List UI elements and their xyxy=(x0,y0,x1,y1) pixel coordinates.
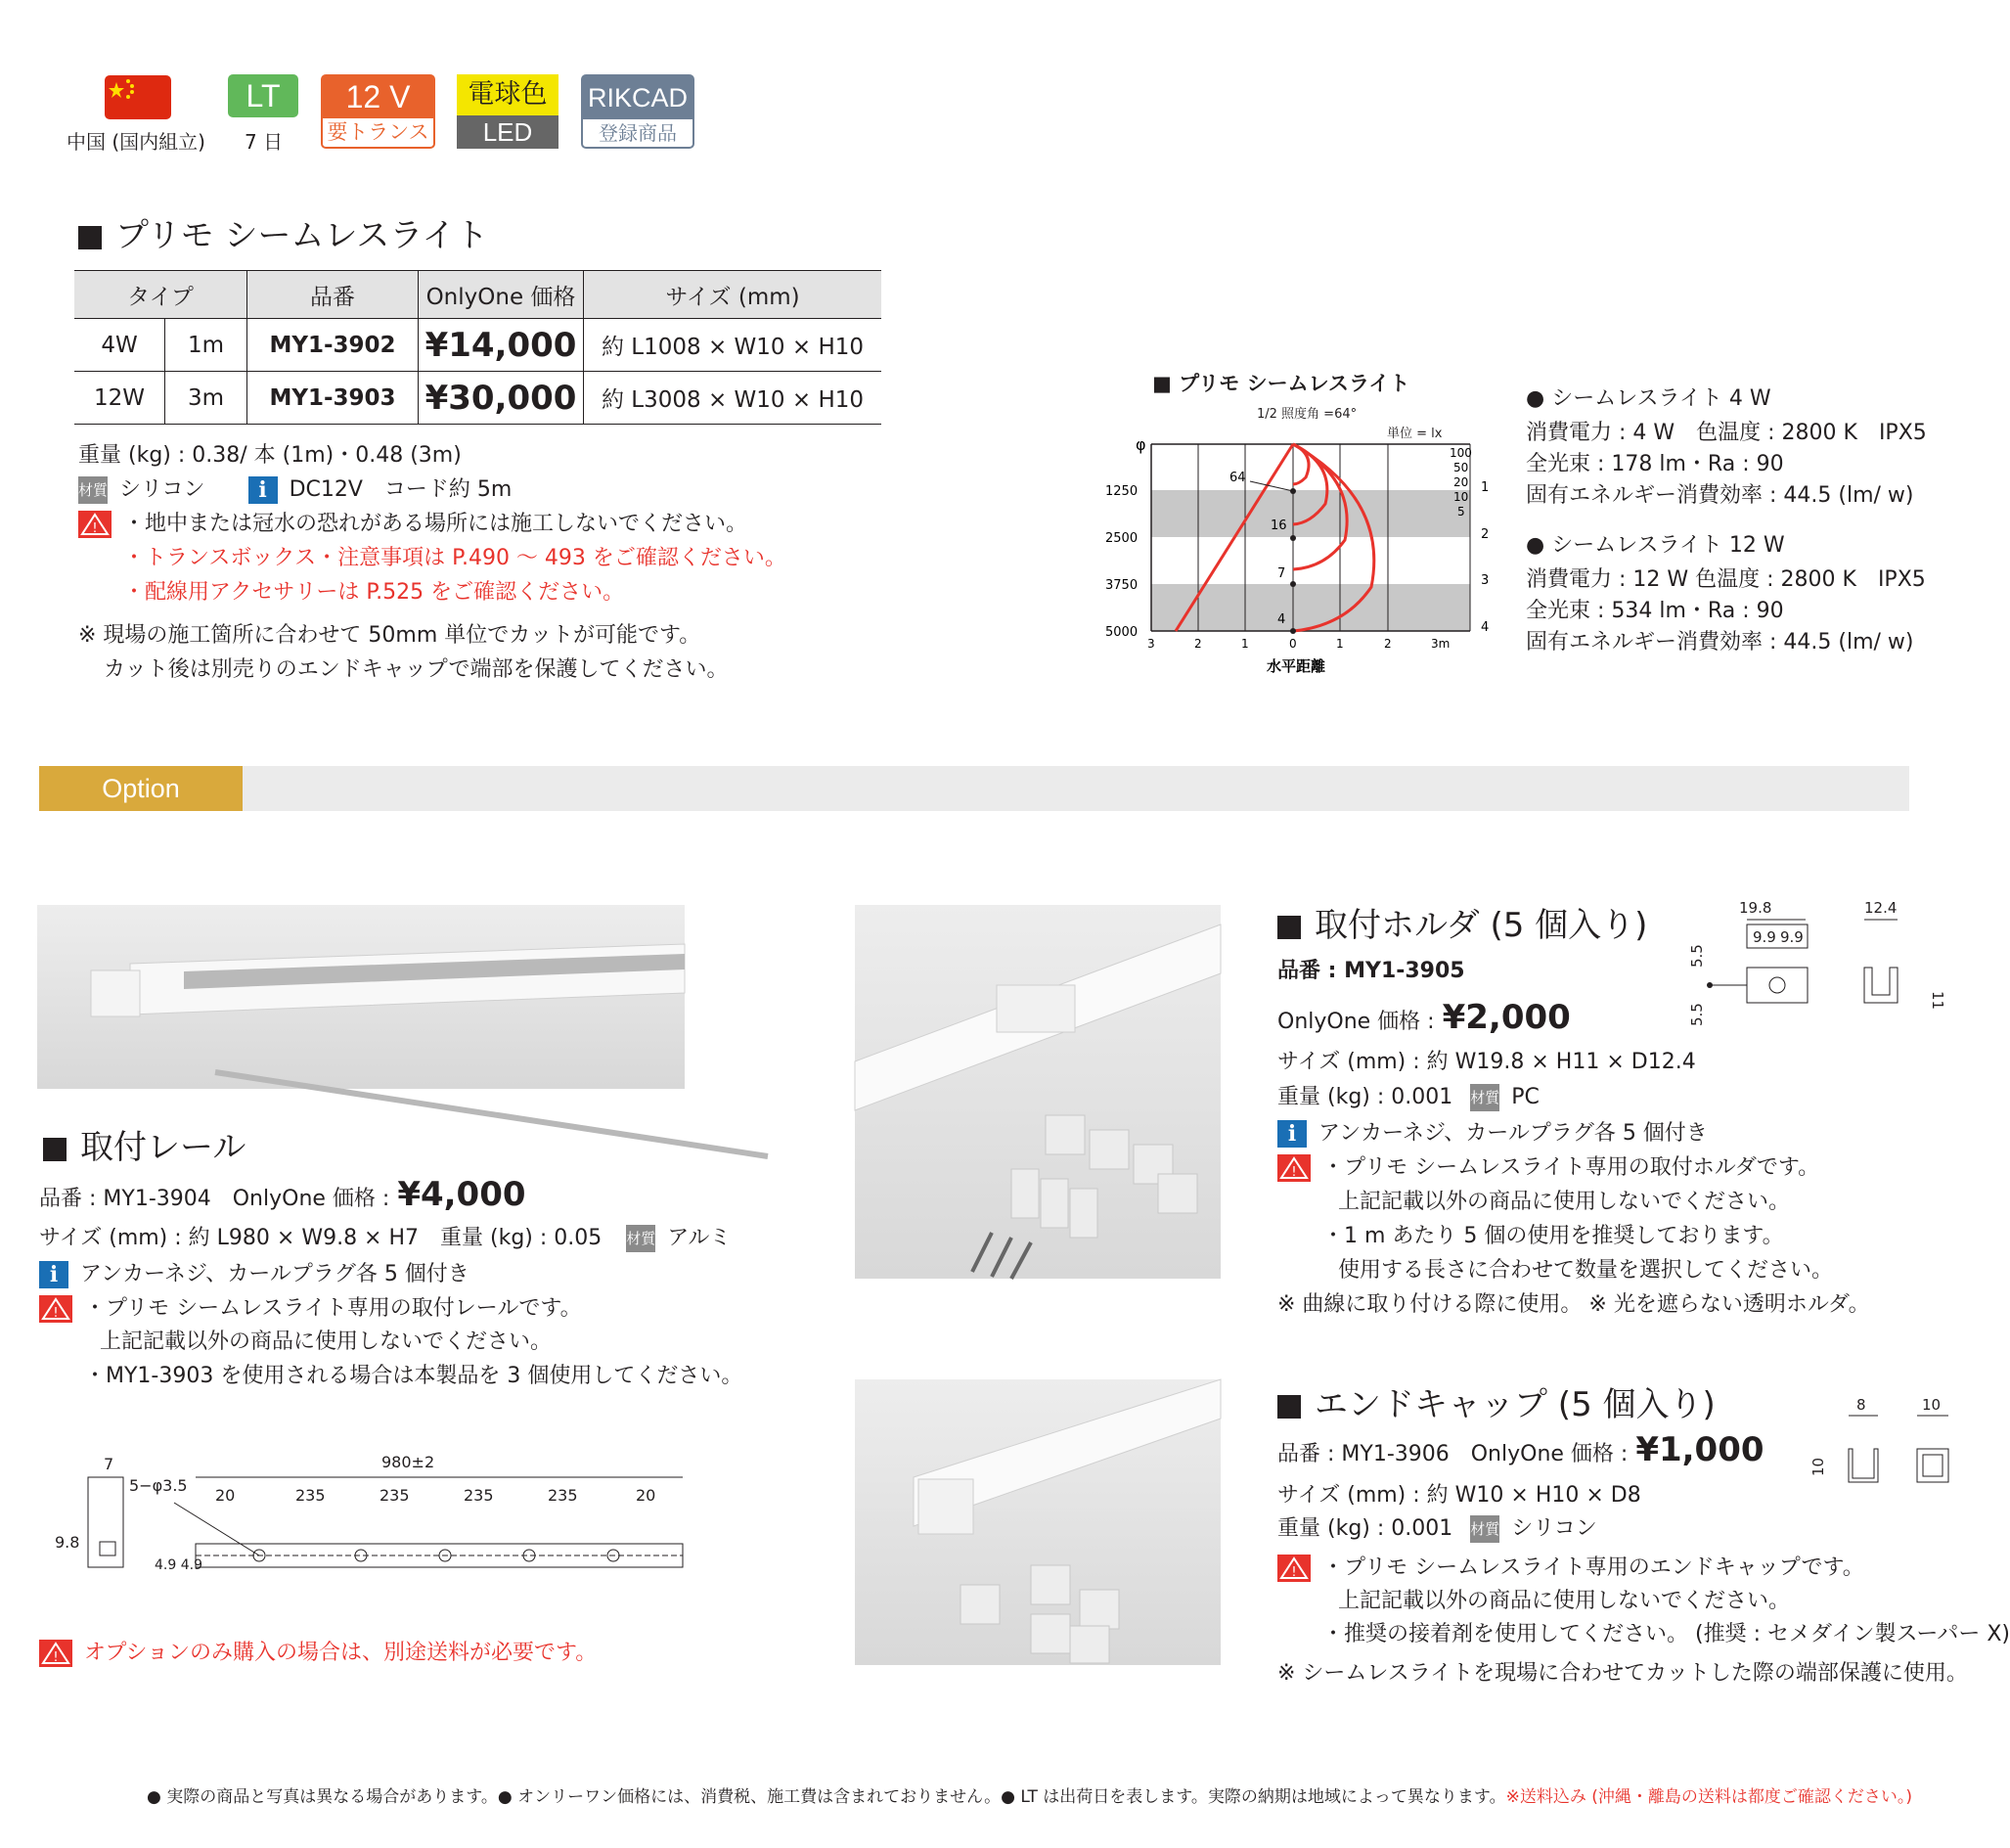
rail-dim-seg: 20 xyxy=(636,1486,656,1505)
rail-dim-total: 980±2 xyxy=(381,1453,435,1471)
holder-note: ※ 曲線に取り付ける際に使用。 ※ 光を遮らない透明ホルダ。 xyxy=(1277,1292,1870,1317)
chart-left-label: 2500 xyxy=(1105,531,1139,546)
col-type: タイプ xyxy=(74,271,247,319)
square-bullet-icon xyxy=(1277,1395,1301,1419)
holder-info: i アンカーネジ、カールプラグ各 5 個付き xyxy=(1277,1116,1708,1148)
chart-x-tick: 3m xyxy=(1431,637,1451,651)
rail-warning-1: ! ・プリモ シームレスライト専用の取付レールです。 xyxy=(39,1291,582,1323)
rail-warning-3: ・MY1-3903 を使用される場合は本製品を 3 個使用してください。 xyxy=(84,1364,743,1388)
endcap-warning-3: ・推奨の接着剤を使用してください。 (推奨 : セメダイン製スーパー X) xyxy=(1322,1622,2010,1646)
warning-icon xyxy=(39,1295,72,1323)
led-badge xyxy=(457,74,558,149)
holder-price-line: OnlyOne 価格 : ¥2,000 xyxy=(1277,998,1571,1037)
rail-dim-holes: 5−φ3.5 xyxy=(129,1476,188,1495)
endcap-size: サイズ (mm) : 約 W10 × H10 × D8 xyxy=(1277,1483,1641,1508)
table-row: 12W 3m MY1-3903 ¥30,000 約 L3008 × W10 × H10 xyxy=(74,372,881,425)
rail-dim-seg: 235 xyxy=(464,1486,494,1505)
rail-info: i アンカーネジ、カールプラグ各 5 個付き xyxy=(39,1257,469,1288)
holder-code: 品番 : MY1-3905 xyxy=(1277,959,1465,983)
chart-right-label: 3 xyxy=(1481,573,1490,588)
holder-dim-v: 5.5 xyxy=(1688,944,1706,968)
holder-warning-2: 上記記載以外の商品に使用しないでください。 xyxy=(1338,1190,1791,1214)
svg-text:!: ! xyxy=(53,1306,59,1321)
option-divider xyxy=(39,766,1909,811)
chart-subtitle: 1/2 照度角 =64° xyxy=(1257,407,1358,422)
rail-dim-seg: 20 xyxy=(215,1486,236,1505)
rail-dim-seg: 235 xyxy=(548,1486,578,1505)
chart-left-label: 3750 xyxy=(1105,578,1139,593)
endcap-weight-line: 重量 (kg) : 0.001 材質 シリコン xyxy=(1277,1516,1597,1541)
chart-center-value: 7 xyxy=(1277,566,1286,581)
product-warning-2: ・トランスボックス・注意事項は P.490 〜 493 をご確認ください。 xyxy=(123,546,786,570)
rail-warning-2: 上記記載以外の商品に使用しないでください。 xyxy=(100,1330,553,1354)
chart-right-label: 1 xyxy=(1481,480,1490,495)
chart-lux-label: 100 xyxy=(1450,446,1472,460)
col-price: OnlyOne 価格 xyxy=(419,271,584,319)
rail-dim-seg: 235 xyxy=(295,1486,326,1505)
holder-dim-h: 11 xyxy=(1929,991,1946,1011)
color-label: 電球色 xyxy=(457,74,558,115)
holder-price: ¥2,000 xyxy=(1442,998,1571,1037)
table-row: 4W 1m MY1-3902 ¥14,000 約 L1008 × W10 × H10 xyxy=(74,319,881,372)
col-size: サイズ (mm) xyxy=(584,271,882,319)
chart-x-tick: 2 xyxy=(1194,637,1202,651)
chart-left-label: 5000 xyxy=(1105,625,1139,640)
material-icon: 材質 xyxy=(626,1225,655,1252)
light-distribution-chart xyxy=(1105,430,1490,675)
warning-icon xyxy=(1277,1555,1311,1582)
chart-x-tick: 1 xyxy=(1336,637,1344,651)
chart-right-label: 4 xyxy=(1481,620,1490,635)
chart-x-tick: 1 xyxy=(1241,637,1249,651)
rail-price: ¥4,000 xyxy=(397,1175,526,1214)
material-icon: 材質 xyxy=(1470,1515,1499,1543)
holder-dim-v: 5.5 xyxy=(1688,1003,1706,1026)
spec-4w-line2: 全光束 : 178 lm・Ra : 90 xyxy=(1526,452,1784,476)
spec-12w-line2: 全光束 : 534 lm・Ra : 90 xyxy=(1526,599,1784,623)
endcap-title: エンドキャップ (5 個入り) xyxy=(1277,1377,1716,1425)
svg-text:!: ! xyxy=(1291,1165,1297,1180)
lt-days: 7 日 xyxy=(245,130,284,154)
spec-4w-line1: 消費電力 : 4 W 色温度 : 2800 K IPX5 xyxy=(1526,421,1927,445)
spec-4w-line3: 固有エネルギー消費効率 : 44.5 (lm/ w) xyxy=(1526,483,1914,508)
svg-text:!: ! xyxy=(53,1650,59,1665)
chart-phi-label: φ xyxy=(1136,435,1146,454)
holder-dim-half: 9.9 xyxy=(1780,928,1804,946)
warning-icon xyxy=(78,511,112,538)
footer-note: ● 実際の商品と写真は異なる場合があります。● オンリーワン価格には、消費税、施工費は含まれておりません。● LT は出荷日を表します。実際の納期は地域によって異なります。※送料込み (沖縄・離島の送料は都度ご確認ください。) xyxy=(147,1787,1912,1807)
rail-code-line: 品番 : MY1-3904 OnlyOne 価格 : ¥4,000 xyxy=(39,1175,526,1214)
product-table xyxy=(74,270,881,425)
material-icon: 材質 xyxy=(1470,1084,1499,1111)
rikcad-label: RIKCAD xyxy=(583,76,692,119)
chart-x-tick: 0 xyxy=(1289,637,1297,651)
product-material-line: 材質 シリコン i DC12V コード約 5m xyxy=(78,477,513,503)
holder-size: サイズ (mm) : 約 W19.8 × H11 × D12.4 xyxy=(1277,1050,1696,1074)
square-bullet-icon xyxy=(1277,916,1301,939)
chart-center-value: 64 xyxy=(1229,471,1246,485)
holder-warning-3: ・1 m あたり 5 個の使用を推奨しております。 xyxy=(1322,1224,1784,1248)
spec-4w-title: ● シームレスライト 4 W xyxy=(1526,386,1771,411)
voltage-label: 12 V xyxy=(323,76,433,118)
holder-dim-w: 19.8 xyxy=(1739,899,1772,917)
endcap-warning-1: ! ・プリモ シームレスライト専用のエンドキャップです。 xyxy=(1277,1551,1864,1582)
endcap-code-line: 品番 : MY1-3906 OnlyOne 価格 : ¥1,000 xyxy=(1277,1430,1764,1469)
svg-text:!: ! xyxy=(92,521,98,536)
info-icon: i xyxy=(248,476,278,504)
endcap-photo xyxy=(855,1379,1221,1665)
col-code: 品番 xyxy=(247,271,419,319)
chart-lux-label: 5 xyxy=(1457,505,1465,518)
holder-dimension-drawing xyxy=(1688,895,1962,1042)
rail-dim-h: 7 xyxy=(104,1455,114,1473)
chart-title: ■ プリモ シームレスライト xyxy=(1152,372,1410,395)
endcap-note: ※ シームレスライトを現場に合わせてカットした際の端部保護に使用。 xyxy=(1277,1661,1968,1686)
product-note-1: ※ 現場の施工箇所に合わせて 50mm 単位でカットが可能です。 xyxy=(78,623,701,648)
rikcad-note: 登録商品 xyxy=(599,121,677,145)
product-title: プリモ シームレスライト xyxy=(78,208,488,256)
endcap-dim-d: 8 xyxy=(1856,1396,1866,1414)
rail-dim-side: 4.9 4.9 xyxy=(155,1557,202,1573)
endcap-price: ¥1,000 xyxy=(1635,1430,1764,1469)
holder-dim-half: 9.9 xyxy=(1753,928,1776,946)
endcap-dim-w: 10 xyxy=(1922,1396,1942,1414)
holder-warning-4: 使用する長さに合わせて数量を選択してください。 xyxy=(1338,1258,1834,1283)
chart-right-label: 2 xyxy=(1481,527,1490,542)
lt-badge: LT xyxy=(228,74,298,117)
spec-12w-line1: 消費電力 : 12 W 色温度 : 2800 K IPX5 xyxy=(1526,567,1926,592)
endcap-warning-2: 上記記載以外の商品に使用しないでください。 xyxy=(1338,1589,1791,1613)
svg-text:!: ! xyxy=(1291,1565,1297,1580)
rail-rod-image xyxy=(215,1066,773,1164)
holder-dim-d: 12.4 xyxy=(1864,899,1898,917)
endcap-dim-h: 10 xyxy=(1809,1457,1827,1476)
rail-dimension-drawing xyxy=(49,1448,694,1595)
chart-unit: 単位 = lx xyxy=(1387,427,1443,441)
chart-left-label: 1250 xyxy=(1105,484,1139,499)
product-warning-1: ! ・地中または冠水の恐れがある場所には施工しないでください。 xyxy=(78,507,747,538)
endcap-dimension-drawing xyxy=(1800,1394,1995,1492)
rail-size-line: サイズ (mm) : 約 L980 × W9.8 × H7 重量 (kg) : 0.05 材質 アルミ xyxy=(39,1226,732,1250)
chart-center-value: 4 xyxy=(1277,612,1286,627)
rikcad-badge xyxy=(581,74,694,149)
rail-dim-w: 9.8 xyxy=(55,1533,80,1552)
chart-lux-label: 50 xyxy=(1453,461,1469,474)
product-note-2: カット後は別売りのエンドキャップで端部を保護してください。 xyxy=(104,657,729,682)
spec-12w-title: ● シームレスライト 12 W xyxy=(1526,533,1785,558)
holder-weight-line: 重量 (kg) : 0.001 材質 PC xyxy=(1277,1085,1540,1109)
led-label: LED xyxy=(457,115,558,149)
square-bullet-icon xyxy=(43,1138,67,1161)
warning-icon xyxy=(39,1640,72,1667)
option-tab: Option xyxy=(39,766,243,811)
chart-x-tick: 3 xyxy=(1147,637,1155,651)
chart-x-tick: 2 xyxy=(1384,637,1392,651)
shipping-note: ! オプションのみ購入の場合は、別途送料が必要です。 xyxy=(39,1636,597,1667)
voltage-note: 要トランス xyxy=(327,120,429,144)
voltage-badge xyxy=(321,74,435,149)
square-bullet-icon xyxy=(78,226,102,249)
chart-xlabel: 水平距離 xyxy=(1267,657,1326,675)
holder-warning-1: ! ・プリモ シームレスライト専用の取付ホルダです。 xyxy=(1277,1150,1819,1182)
material-icon: 材質 xyxy=(78,476,108,504)
chart-lux-label: 10 xyxy=(1453,490,1469,504)
rail-dim-seg: 235 xyxy=(380,1486,410,1505)
product-warning-3: ・配線用アクセサリーは P.525 をご確認ください。 xyxy=(123,580,625,605)
holder-title: 取付ホルダ (5 個入り) xyxy=(1277,898,1647,946)
china-flag-icon xyxy=(105,75,171,119)
holder-photo xyxy=(855,905,1221,1279)
product-weight: 重量 (kg) : 0.38/ 本 (1m)・0.48 (3m) xyxy=(78,443,462,468)
spec-12w-line3: 固有エネルギー消費効率 : 44.5 (lm/ w) xyxy=(1526,630,1914,654)
info-icon: i xyxy=(39,1261,68,1288)
info-icon: i xyxy=(1277,1120,1307,1148)
warning-icon xyxy=(1277,1154,1311,1182)
rail-title: 取付レール xyxy=(43,1120,246,1168)
chart-lux-label: 20 xyxy=(1453,475,1469,489)
chart-center-value: 16 xyxy=(1271,518,1287,533)
origin-label: 中国 (国内組立) xyxy=(67,130,205,154)
rail-photo xyxy=(37,905,685,1089)
